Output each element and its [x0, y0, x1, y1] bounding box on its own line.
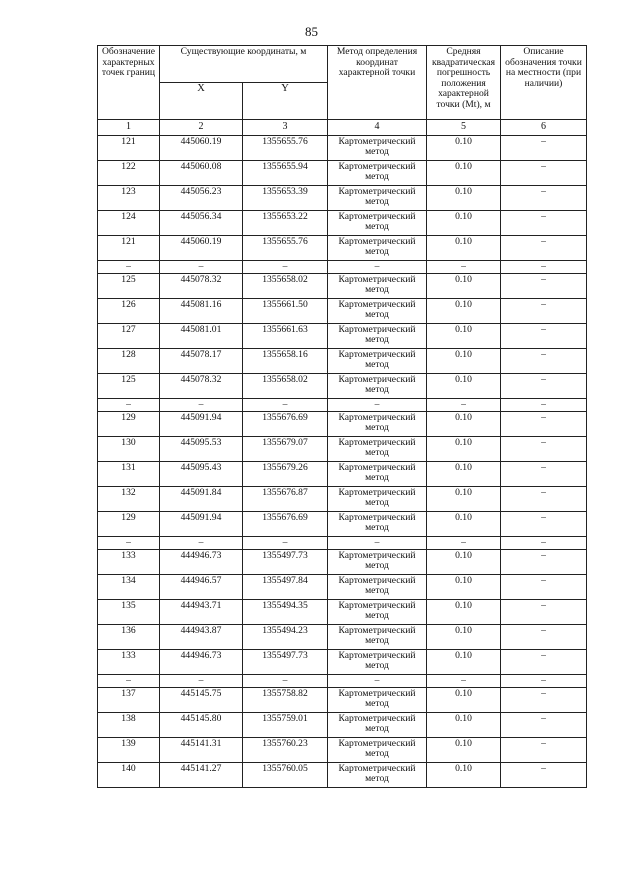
cell-method: Картометрический метод [328, 688, 427, 713]
cell-description: – [501, 625, 587, 650]
table-row [98, 675, 587, 688]
header-coordinates: Существующие координаты, м [160, 46, 328, 83]
column-number: 4 [328, 120, 427, 136]
cell-point-id: 122 [98, 161, 160, 186]
cell-point-id: 128 [98, 349, 160, 374]
cell-y: 1355658.02 [243, 274, 328, 299]
header-method: Метод определения координат характерной точки [328, 46, 427, 120]
table-row [98, 161, 587, 186]
cell-description: – [501, 675, 587, 688]
cell-description: – [501, 274, 587, 299]
cell-x: 445081.16 [160, 299, 243, 324]
cell-error: 0.10 [427, 412, 501, 437]
cell-y: – [243, 399, 328, 412]
cell-method: Картометрический метод [328, 274, 427, 299]
table-row [98, 186, 587, 211]
cell-method: Картометрический метод [328, 211, 427, 236]
cell-y: 1355658.02 [243, 374, 328, 399]
cell-x: 445078.32 [160, 374, 243, 399]
cell-description: – [501, 738, 587, 763]
cell-method: Картометрический метод [328, 374, 427, 399]
cell-error: 0.10 [427, 236, 501, 261]
cell-method: Картометрический метод [328, 550, 427, 575]
cell-x: 444946.73 [160, 550, 243, 575]
cell-y: 1355655.76 [243, 236, 328, 261]
cell-point-id: 137 [98, 688, 160, 713]
table-row [98, 211, 587, 236]
cell-error: 0.10 [427, 462, 501, 487]
column-number: 1 [98, 120, 160, 136]
cell-y: 1355658.16 [243, 349, 328, 374]
cell-method: – [328, 675, 427, 688]
cell-point-id: 121 [98, 136, 160, 161]
cell-error: 0.10 [427, 437, 501, 462]
table-row [98, 537, 587, 550]
table-row [98, 349, 587, 374]
cell-x: 445060.19 [160, 236, 243, 261]
cell-x: 445078.17 [160, 349, 243, 374]
cell-method: Картометрический метод [328, 324, 427, 349]
cell-method: Картометрический метод [328, 349, 427, 374]
cell-y: 1355760.05 [243, 763, 328, 788]
cell-x: – [160, 399, 243, 412]
cell-error: 0.10 [427, 512, 501, 537]
table-row [98, 299, 587, 324]
cell-description: – [501, 349, 587, 374]
cell-description: – [501, 462, 587, 487]
table-row [98, 261, 587, 274]
cell-point-id: – [98, 537, 160, 550]
cell-description: – [501, 600, 587, 625]
cell-error: 0.10 [427, 324, 501, 349]
table-body [98, 136, 587, 788]
column-numbers-row [98, 120, 587, 136]
cell-method: Картометрический метод [328, 625, 427, 650]
cell-error: 0.10 [427, 625, 501, 650]
table-row [98, 550, 587, 575]
table-row [98, 462, 587, 487]
cell-y: 1355676.69 [243, 512, 328, 537]
cell-method: – [328, 399, 427, 412]
cell-description: – [501, 550, 587, 575]
cell-y: 1355653.22 [243, 211, 328, 236]
cell-point-id: 121 [98, 236, 160, 261]
cell-method: Картометрический метод [328, 650, 427, 675]
cell-x: 445060.19 [160, 136, 243, 161]
cell-x: 445095.43 [160, 462, 243, 487]
cell-error: 0.10 [427, 550, 501, 575]
cell-point-id: 135 [98, 600, 160, 625]
cell-x: 445060.08 [160, 161, 243, 186]
cell-x: 444943.71 [160, 600, 243, 625]
cell-error: 0.10 [427, 299, 501, 324]
cell-error: – [427, 675, 501, 688]
cell-method: Картометрический метод [328, 412, 427, 437]
cell-method: Картометрический метод [328, 487, 427, 512]
cell-method: Картометрический метод [328, 236, 427, 261]
cell-point-id: 140 [98, 763, 160, 788]
cell-y: 1355661.50 [243, 299, 328, 324]
cell-x: 445095.53 [160, 437, 243, 462]
cell-method: Картометрический метод [328, 738, 427, 763]
cell-description: – [501, 487, 587, 512]
table-row [98, 399, 587, 412]
cell-x: 445078.32 [160, 274, 243, 299]
table-row [98, 374, 587, 399]
cell-x: 444946.73 [160, 650, 243, 675]
table-row [98, 412, 587, 437]
cell-description: – [501, 299, 587, 324]
cell-method: – [328, 537, 427, 550]
cell-point-id: 127 [98, 324, 160, 349]
cell-y: 1355497.73 [243, 550, 328, 575]
table-row [98, 324, 587, 349]
cell-error: 0.10 [427, 487, 501, 512]
cell-point-id: 125 [98, 274, 160, 299]
cell-x: – [160, 537, 243, 550]
cell-method: Картометрический метод [328, 575, 427, 600]
cell-description: – [501, 136, 587, 161]
cell-y: – [243, 537, 328, 550]
cell-description: – [501, 437, 587, 462]
table-row [98, 763, 587, 788]
cell-error: 0.10 [427, 738, 501, 763]
cell-description: – [501, 512, 587, 537]
cell-description: – [501, 211, 587, 236]
cell-error: – [427, 261, 501, 274]
cell-x: 445141.27 [160, 763, 243, 788]
header-error: Средняя квадратическая погрешность положения характерной точки (Mt), м [427, 46, 501, 120]
table-row [98, 437, 587, 462]
table-row [98, 738, 587, 763]
cell-y: 1355676.87 [243, 487, 328, 512]
cell-description: – [501, 324, 587, 349]
table-row [98, 625, 587, 650]
cell-error: – [427, 399, 501, 412]
cell-point-id: 129 [98, 412, 160, 437]
cell-point-id: 139 [98, 738, 160, 763]
column-number: 3 [243, 120, 328, 136]
table-row [98, 575, 587, 600]
cell-description: – [501, 575, 587, 600]
cell-x: 445091.84 [160, 487, 243, 512]
table-row [98, 487, 587, 512]
cell-description: – [501, 412, 587, 437]
table-row [98, 512, 587, 537]
cell-method: Картометрический метод [328, 186, 427, 211]
cell-method: Картометрический метод [328, 161, 427, 186]
cell-description: – [501, 537, 587, 550]
cell-y: 1355655.76 [243, 136, 328, 161]
cell-y: 1355676.69 [243, 412, 328, 437]
cell-method: Картометрический метод [328, 600, 427, 625]
cell-method: Картометрический метод [328, 713, 427, 738]
header-x: X [160, 83, 243, 120]
cell-y: – [243, 675, 328, 688]
cell-y: – [243, 261, 328, 274]
cell-point-id: 130 [98, 437, 160, 462]
cell-y: 1355497.73 [243, 650, 328, 675]
cell-point-id: 136 [98, 625, 160, 650]
cell-error: 0.10 [427, 274, 501, 299]
cell-x: 445141.31 [160, 738, 243, 763]
cell-x: 444943.87 [160, 625, 243, 650]
cell-error: 0.10 [427, 186, 501, 211]
cell-y: 1355494.23 [243, 625, 328, 650]
cell-description: – [501, 161, 587, 186]
column-number: 5 [427, 120, 501, 136]
cell-x: 445056.34 [160, 211, 243, 236]
cell-point-id: 125 [98, 374, 160, 399]
cell-x: 444946.57 [160, 575, 243, 600]
cell-description: – [501, 688, 587, 713]
cell-y: 1355758.82 [243, 688, 328, 713]
cell-method: Картометрический метод [328, 462, 427, 487]
cell-error: 0.10 [427, 161, 501, 186]
cell-point-id: 133 [98, 650, 160, 675]
header-y: Y [243, 83, 328, 120]
cell-y: 1355759.01 [243, 713, 328, 738]
cell-y: 1355494.35 [243, 600, 328, 625]
cell-error: 0.10 [427, 650, 501, 675]
column-number: 6 [501, 120, 587, 136]
page-number: 85 [305, 24, 318, 39]
cell-point-id: 126 [98, 299, 160, 324]
cell-description: – [501, 399, 587, 412]
cell-y: 1355679.26 [243, 462, 328, 487]
cell-point-id: – [98, 399, 160, 412]
cell-point-id: 134 [98, 575, 160, 600]
cell-x: 445145.80 [160, 713, 243, 738]
cell-method: Картометрический метод [328, 512, 427, 537]
cell-error: 0.10 [427, 136, 501, 161]
cell-description: – [501, 763, 587, 788]
cell-description: – [501, 236, 587, 261]
table-row [98, 136, 587, 161]
cell-method: Картометрический метод [328, 136, 427, 161]
cell-y: 1355497.84 [243, 575, 328, 600]
cell-description: – [501, 186, 587, 211]
cell-x: – [160, 675, 243, 688]
table-row [98, 274, 587, 299]
cell-description: – [501, 261, 587, 274]
header-description: Описание обозначения точки на местности (при наличии) [501, 46, 587, 120]
cell-x: 445091.94 [160, 512, 243, 537]
cell-error: 0.10 [427, 713, 501, 738]
cell-error: 0.10 [427, 600, 501, 625]
cell-x: 445091.94 [160, 412, 243, 437]
cell-error: 0.10 [427, 688, 501, 713]
column-number: 2 [160, 120, 243, 136]
cell-error: 0.10 [427, 349, 501, 374]
table-row [98, 650, 587, 675]
cell-method: Картометрический метод [328, 299, 427, 324]
cell-point-id: – [98, 261, 160, 274]
cell-error: 0.10 [427, 575, 501, 600]
table-row [98, 713, 587, 738]
cell-x: – [160, 261, 243, 274]
cell-error: 0.10 [427, 374, 501, 399]
cell-y: 1355653.39 [243, 186, 328, 211]
cell-error: – [427, 537, 501, 550]
cell-description: – [501, 713, 587, 738]
coordinates-table [97, 45, 587, 788]
cell-point-id: 123 [98, 186, 160, 211]
cell-x: 445145.75 [160, 688, 243, 713]
cell-y: 1355760.23 [243, 738, 328, 763]
cell-y: 1355655.94 [243, 161, 328, 186]
cell-point-id: – [98, 675, 160, 688]
cell-method: Картометрический метод [328, 763, 427, 788]
table-row [98, 600, 587, 625]
cell-x: 445081.01 [160, 324, 243, 349]
cell-point-id: 138 [98, 713, 160, 738]
cell-point-id: 131 [98, 462, 160, 487]
cell-description: – [501, 374, 587, 399]
cell-error: 0.10 [427, 211, 501, 236]
cell-point-id: 132 [98, 487, 160, 512]
cell-point-id: 133 [98, 550, 160, 575]
cell-error: 0.10 [427, 763, 501, 788]
cell-point-id: 129 [98, 512, 160, 537]
cell-description: – [501, 650, 587, 675]
cell-point-id: 124 [98, 211, 160, 236]
cell-method: – [328, 261, 427, 274]
table-row [98, 688, 587, 713]
header-point-id: Обозначение характерных точек границ [98, 46, 160, 120]
cell-y: 1355661.63 [243, 324, 328, 349]
table-row [98, 236, 587, 261]
cell-method: Картометрический метод [328, 437, 427, 462]
cell-x: 445056.23 [160, 186, 243, 211]
cell-y: 1355679.07 [243, 437, 328, 462]
